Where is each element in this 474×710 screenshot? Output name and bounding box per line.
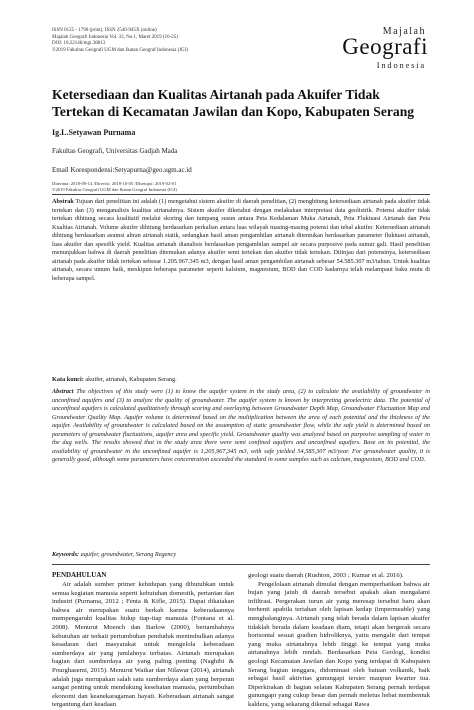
keywords-english — [52, 551, 430, 560]
keywords-label: Kata kunci: — [52, 376, 84, 383]
body-column-right — [248, 572, 430, 710]
keywords-indonesian — [52, 376, 430, 385]
logo-line-1: Majalah — [382, 26, 426, 37]
keywords-en-text: aquifer, groundwater, Serang Regency — [80, 551, 177, 558]
author-name: Ig.L.Setyawan Purnama — [52, 128, 136, 137]
section-heading: PENDAHULUAN — [52, 571, 107, 579]
keywords-text: akuifer, airtanah, Kabupaten Serang. — [85, 376, 177, 383]
abstract-indonesian — [52, 198, 430, 283]
article-dates — [52, 181, 177, 193]
abstract-text: Tujuan dari penelitian ini adalah (1) mengetahui sistem akuifer di daerah penelitian, (2) menghitung ketersediaan airtanah pada akuifer tidak tertekan dan (3) menganalisis kualitas airtanahnya. Sistem akuifer diketahui dengan melakukan interpretasi data geolistrik. Potensi akuifer tidak tertekan dihitung secara kualitatif melalui skoring dan tumpang susun antara Peta Kedalaman Muka Airtanah, Peta Fluktuasi Airtanah dan Peta Kualitas Airtanah. Volume akuifer dihitung berdasarkan perkalian antara luas wilayah masing-masing potensi dan tebal akuifer. Ketersediaan airtanah dihitung berdasarkan asumsi aliran airtanah statik, sedangkan hasil aman pengambilan airtanah ditentukan berdasarkan parameter fluktuasi airtanah, luas akuifer dan spesifik yield. Kualitas airtanah dianalisis berdasarkan pengambilan sampel air secara purposive pada sumur gali. Hasil penelitian menunjukkan bahwa di daerah penelitian ditemukan adanya akuifer semi tertekan dan akuifer tidak tertekan. Ditinjau dari potensinya, ketersediaan airtanah pada akuifer tidak tertekan sebesar 1.205.967.345 m3, dengan hasil aman pengambilan airtanah sebesar 54.585.307 m3/tahun. Untuk kualitas airtanah, secara umum baik, meskipun beberapa parameter seperti kalsium, magnesium, BOD dan COD kadarnya telah melampaui baku mutu di beberapa sampel. — [52, 198, 430, 282]
abstract-label: Abstrak — [52, 198, 74, 205]
logo-line-2: Geografi — [342, 34, 428, 59]
dates-copyright: ©2019 Fakultas Geografi UGM dan Ikatan Geograf Indonesia (IGI) — [52, 187, 177, 192]
copyright-line: ©2019 Fakultas Geografi UGM dan Ikatan Geograf Indonesia (IGI) — [52, 47, 188, 53]
article-title: Ketersediaan dan Kualitas Airtanah pada Akuifer Tidak Tertekan di Kecamatan Jawilan dan Kopo, Kabupaten Serang — [52, 87, 415, 119]
abstract-english — [52, 388, 430, 465]
body-column-left: Air adalah sumber primer kehidupan yang dibutuhkan untuk semua kegiatan manusia seperti kebutuhan domestik, pertanian dan industri (Purnama, 2012 ; Fenta & Kifle, 2015). Dapat dikatakan bahwa air merupakan suatu berkah karena keberadaannya mempengaruhi kualitas hidup tiap-tiap manusia (Fontana et al. 2008). Menurut Moench dan Barlow (2000), bertambahnya kebutuhan air terkait pertumbuhan penduduk menimbulkan adanya kesadaran dari masyarakat untuk mengelola keberadaan sumberdaya air yang jumlahnya terbatas. Airtanah merupakan bagian dari sumberdaya air yang paling penting (Naghibi & Pourghasemi, 2015). Menurut Waikar dan Nilawar (2014), airtanah adalah juga merupakan salah satu sumberdaya alam yang berperan sangat penting untuk mendukung kesehatan manusia, pertumbuhan ekonomi dan keanekaragaman hayati. Keberadaan airtanah sangat tergantung dari keadaan — [52, 581, 234, 709]
logo-line-3: Indonesia — [376, 60, 426, 70]
journal-reference: Majalah Geografi Indonesia Vol. 33, No.1, Maret 2019 (16-25) — [52, 34, 178, 40]
journal-metadata — [52, 28, 188, 54]
abstract-en-text: The objectives of this study were (1) to know the aquifer system in the study area, (2) to calculate the availability of groundwater in unconfined aquifers and (3) to analyze the quality of groundwater. The aquifer system is known by interpreting geoelectric data. The potential of unconfined aquifers is calculated qualitatively through scoring and overlaying between Groundwater Depth Map, Groundwater Fluctuation Map and Groundwater Quality Map. Aquifer volume is determined based on the multiplication between the area of each potential and the thickness of the aquifer. Availability of groundwater is calculated based on the assumption of static groundwater flow, while the safe yield is determined based on parameters of groundwater fluctuations, aquifer area and specific yield. Groundwater quality was analyzed based on purposive sampling of water in the dug wells. The results showed that in the study area there were semi confined aquifers and unconfined aquifers. Base on its potential, the availability of groundwater in the unconfined aquifer is 1,205,967,345 m3, with safe yielded 54,585,307 m3/year. For groundwater quality, it is generally good, although some parameters have concentration exceeded the standard in some samples such as calcium, magnesium, BOD and COD. — [52, 388, 430, 463]
correspondence-email: Email Korespondensi:Setyapurna@geo.ugm.ac.id — [52, 166, 192, 174]
body-paragraph-continued: geologi suatu daerah (Rushton, 2003 ; Kumar et al. 2016). — [248, 572, 404, 579]
journal-logo — [316, 26, 428, 76]
divider-bottom — [52, 564, 430, 565]
issn-line: ISSN 0125 - 1790 (print), ISSN 2540-945X (online) — [52, 28, 157, 33]
submission-dates: Diterima: 2018-09-14 /Direvisi: 2018-10-05 /Disetujui: 2019-02-01 — [52, 181, 177, 186]
doi-line: DOI: 10.22146/mgi.38813 — [52, 41, 106, 47]
author-affiliation: Fakultas Geografi, Universitas Gadjah Mada — [52, 147, 178, 155]
body-paragraph: Pengelolaan airtanah dimulai dengan memperhatikan bahwa air hujan yang jatuh di daerah tersebut apakah akan mengalami infiltrasi. Pergerakan turun air yang meresap tersebut baru akan berhenti apabila tertahan oleh lapisan kedap (impermeable) yang menghalanginya. Airtanah yang telah berada dalam lapisan akuifer tidaklah berada dalam keadaan diam, tetapi akan bergerak secara horisontal sesuai gradien hidroliknya, yaitu mengalir dari tempat yang muka airtanahnya lebih tinggi ke tempat yang muka airtanahnya lebih rendah. Berdasarkan Peta Geologi, kondisi geologi Kecamatan Jawilan dan Kopo yang terdapat di Kabupaten Serang bagian tenggara, didominasi oleh batuan volkanik, baik sebagai hasil aktivitas gunungapi tersier maupun kwarter tua. Diperkirakan di bagian selatan Kabupaten Serang pernah terdapat gunungapi yang cukup besar dan pernah meletus hebat membentuk kaldera, yang sekarang dikenal sebagai Rawa — [248, 580, 430, 708]
keywords-en-label: Keywords: — [52, 551, 80, 558]
divider-top — [52, 194, 430, 195]
abstract-en-label: Abstract — [52, 388, 74, 395]
